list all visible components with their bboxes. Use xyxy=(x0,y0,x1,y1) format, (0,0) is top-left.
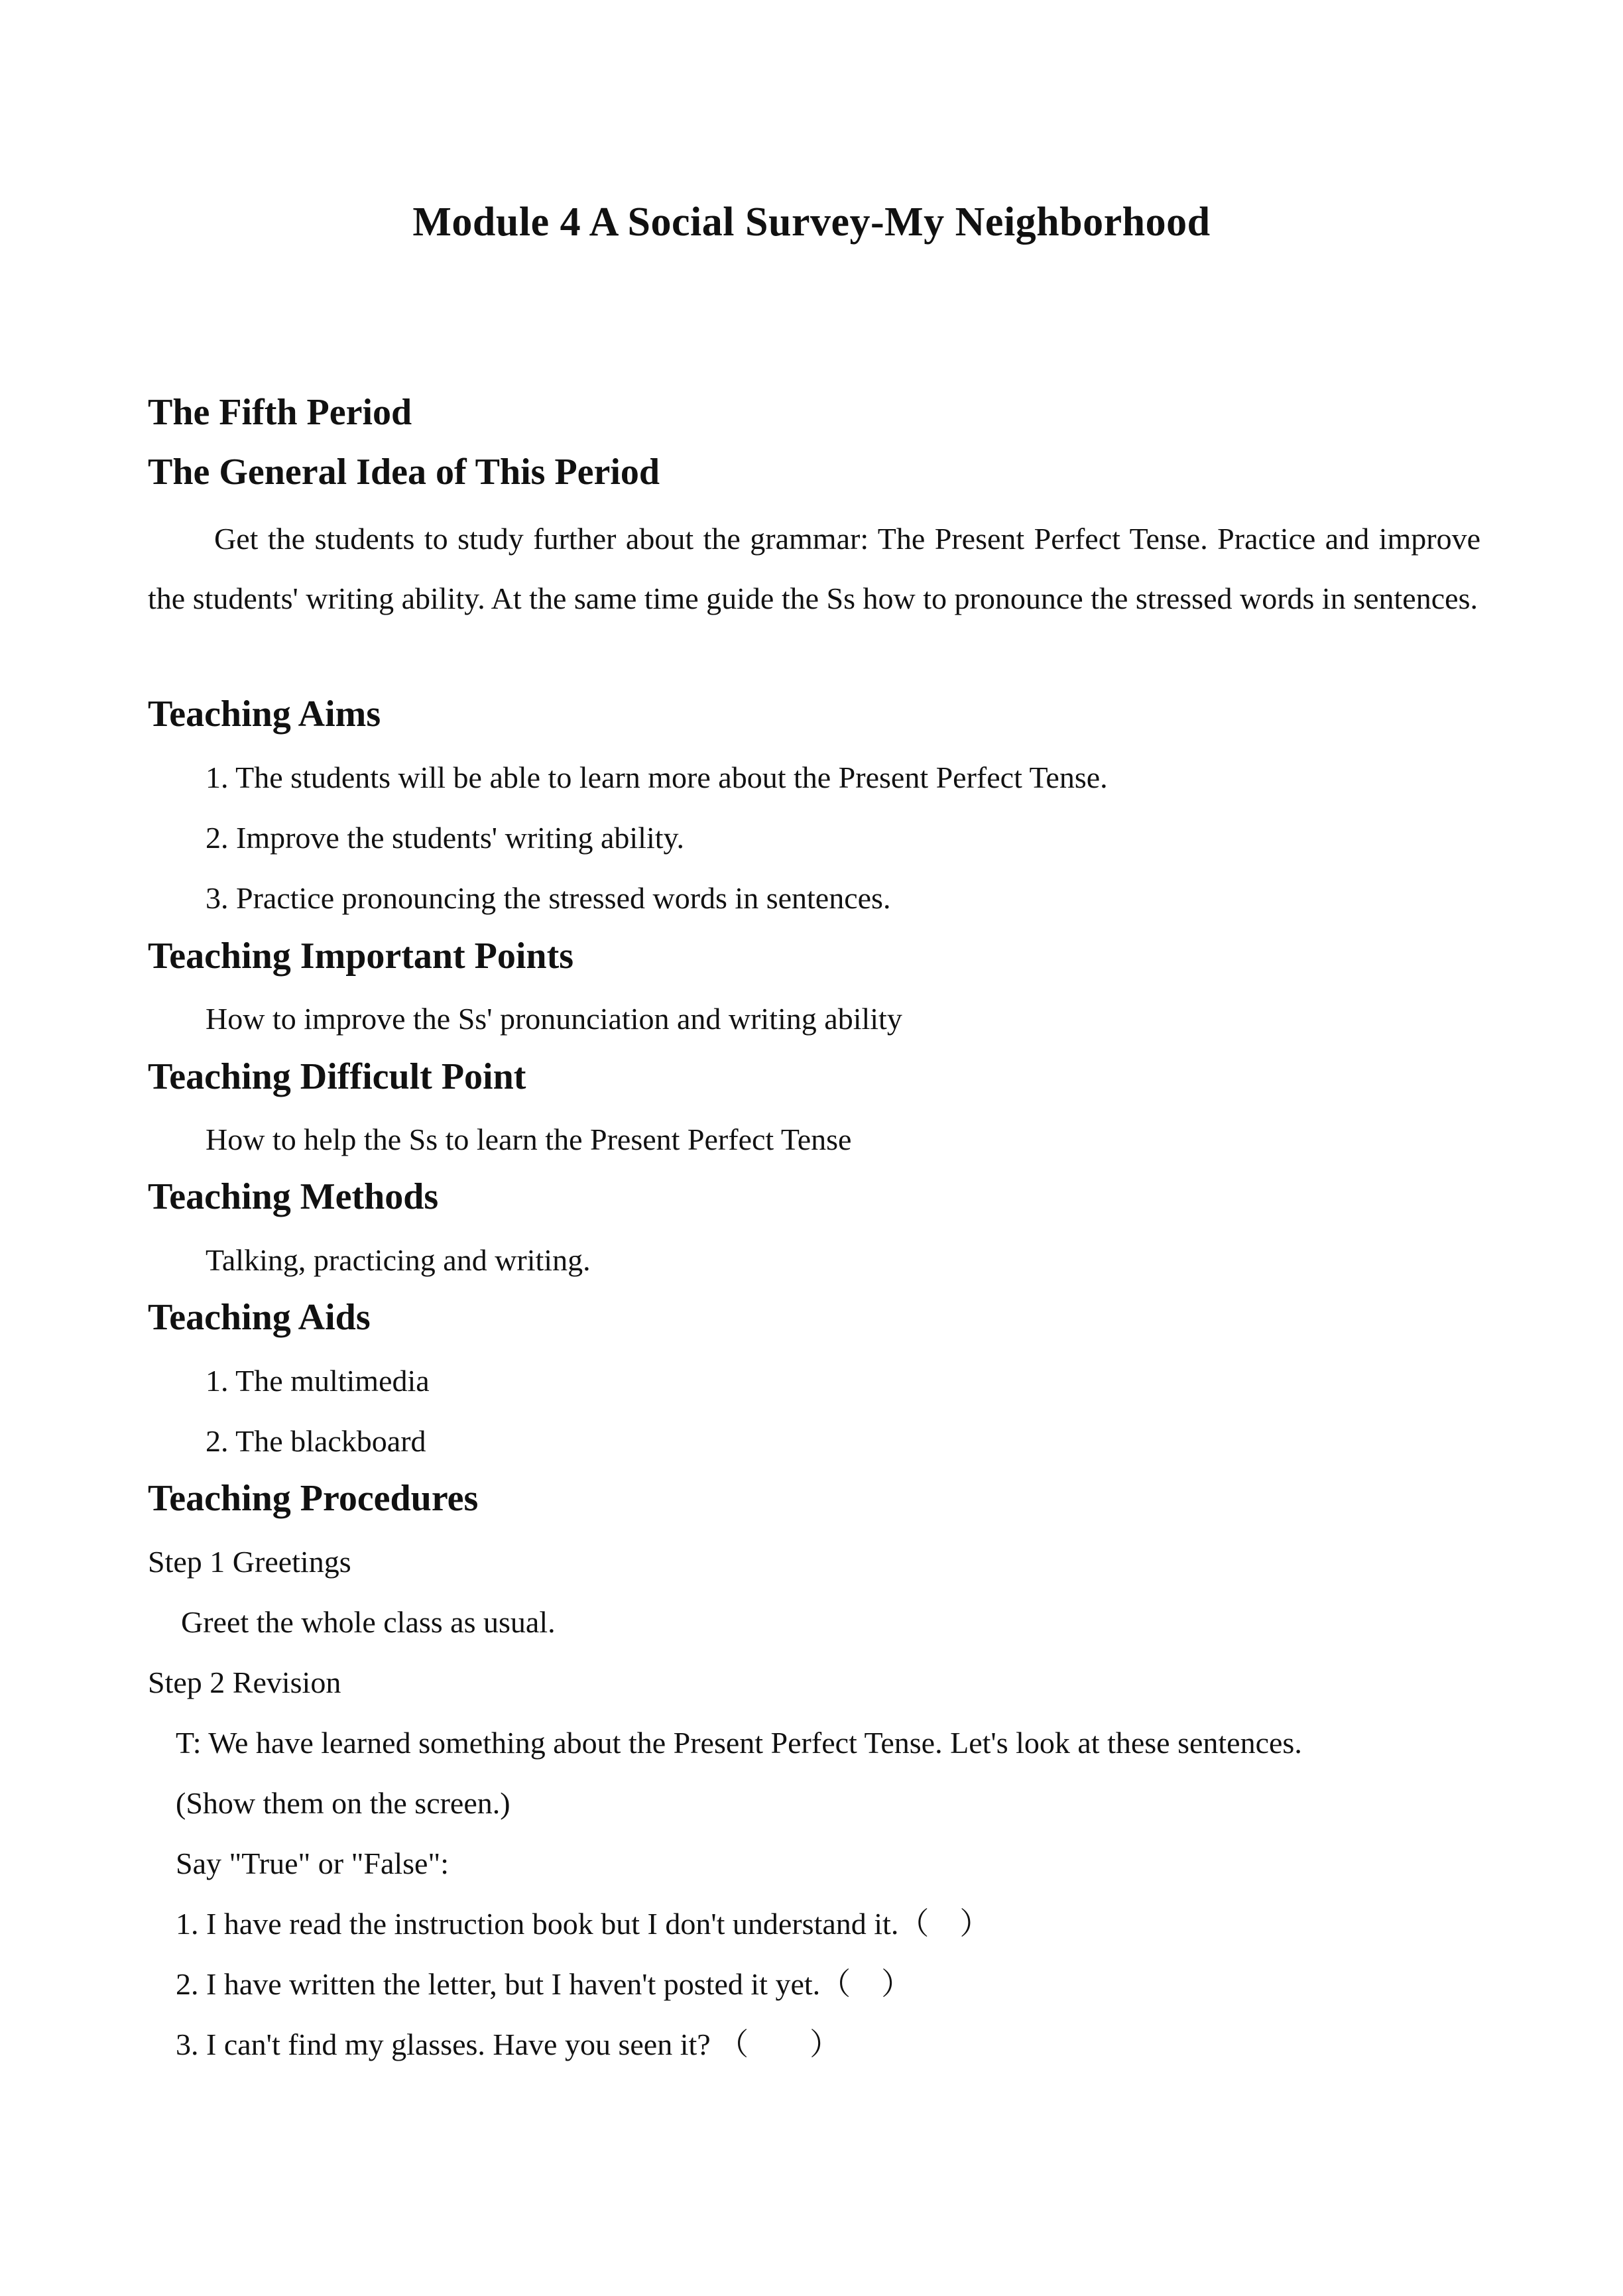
step2-line: 3. I can't find my glasses. Have you seen it? （ ） xyxy=(176,2027,841,2061)
methods-heading: Teaching Methods xyxy=(148,1176,439,1217)
methods-text: Talking, practicing and writing. xyxy=(206,1243,591,1277)
aim-item: 2. Improve the students' writing ability. xyxy=(206,821,685,855)
period-heading: The Fifth Period xyxy=(148,392,412,433)
general-idea-text: Get the students to study further about the grammar: The Present Perfect Tense. Practice and improve the students' writing ability. At the same time guide the Ss how to pronounce the stressed words in sentences. xyxy=(148,522,1480,615)
document-title: Module 4 A Social Survey-My Neighborhood xyxy=(412,200,1211,245)
aid-item: 1. The multimedia xyxy=(206,1364,430,1398)
aim-item: 3. Practice pronouncing the stressed words in sentences. xyxy=(206,881,891,915)
step2-line: T: We have learned something about the Present Perfect Tense. Let's look at these sentences. xyxy=(176,1726,1302,1760)
aims-heading: Teaching Aims xyxy=(148,694,381,735)
aids-heading: Teaching Aids xyxy=(148,1297,371,1338)
aid-item: 2. The blackboard xyxy=(206,1424,426,1458)
step2-label: Step 2 Revision xyxy=(148,1665,341,1699)
step1-label: Step 1 Greetings xyxy=(148,1545,351,1579)
difficult-point-text: How to help the Ss to learn the Present Perfect Tense xyxy=(206,1122,852,1156)
important-points-heading: Teaching Important Points xyxy=(148,936,574,977)
step1-text: Greet the whole class as usual. xyxy=(181,1605,556,1639)
step2-line: 1. I have read the instruction book but I don't understand it.（ ） xyxy=(176,1907,991,1941)
procedures-heading: Teaching Procedures xyxy=(148,1478,479,1519)
important-points-text: How to improve the Ss' pronunciation and writing ability xyxy=(206,1002,902,1036)
general-idea-heading: The General Idea of This Period xyxy=(148,452,660,493)
step2-line: Say "True" or "False": xyxy=(176,1846,450,1880)
aim-item: 1. The students will be able to learn more about the Present Perfect Tense. xyxy=(206,760,1108,794)
difficult-point-heading: Teaching Difficult Point xyxy=(148,1056,526,1097)
step2-line: (Show them on the screen.) xyxy=(176,1786,511,1820)
step2-line: 2. I have written the letter, but I haven't posted it yet.（ ） xyxy=(176,1967,912,2001)
